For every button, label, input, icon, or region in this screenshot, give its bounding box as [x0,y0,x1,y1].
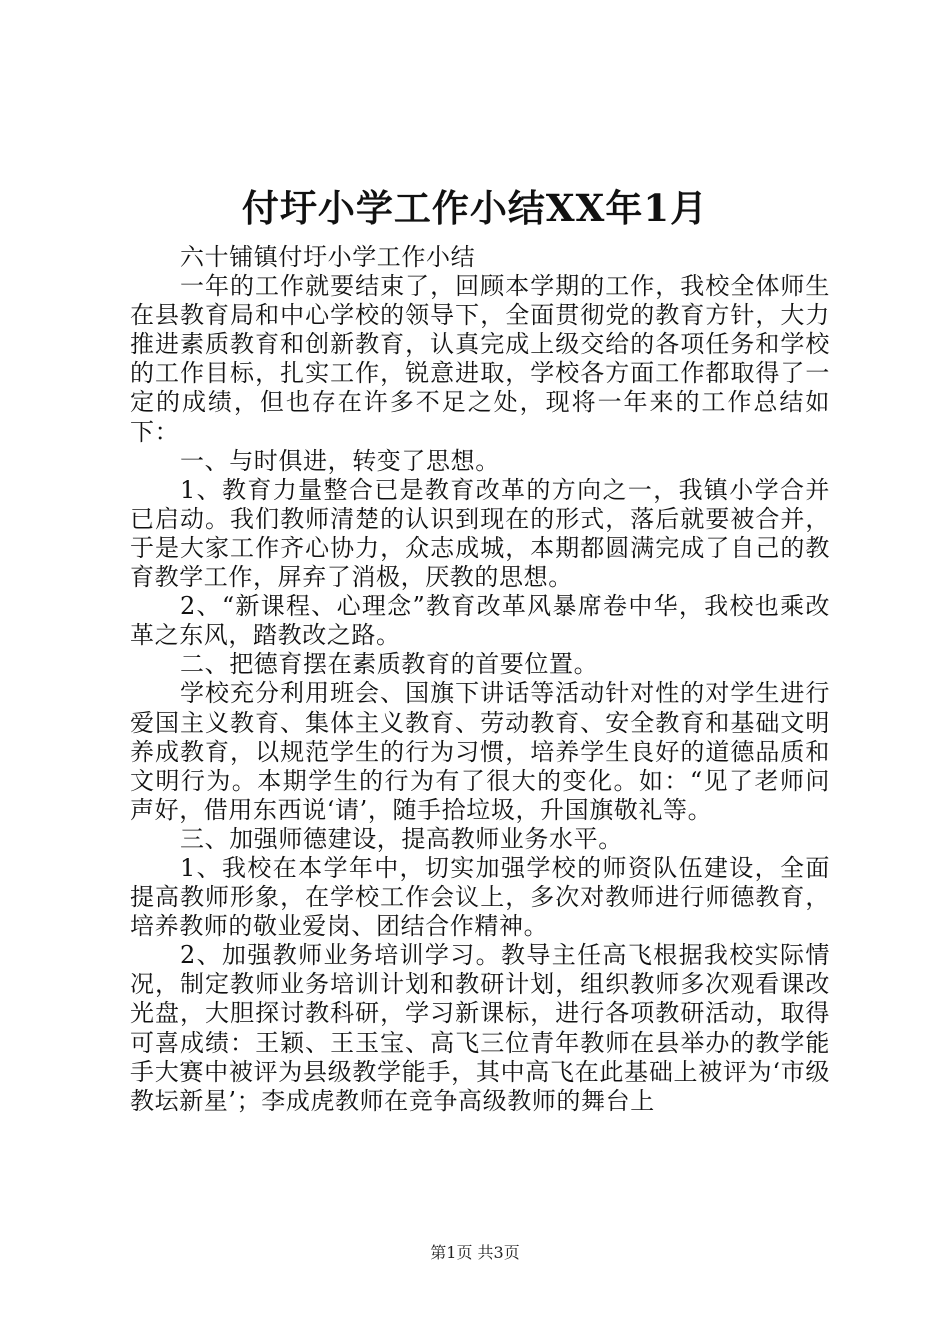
paragraph-2-1: 学校充分利用班会、国旗下讲话等活动针对性的对学生进行爱国主义教育、集体主义教育、劳动教育、安全教育和基础文明养成教育，以规范学生的行为习惯，培养学生良好的道德品质和文明行为。本期学生的行为有了很大的变化。如：“见了老师问声好，借用东西说‘请’，随手拾垃圾，升国旗敬礼等。 [130,679,830,824]
section-heading-3: 三、加强师德建设，提高教师业务水平。 [180,824,623,853]
paragraph-intro: 一年的工作就要结束了，回顾本学期的工作，我校全体师生在县教育局和中心学校的领导下，全面贯彻党的教育方针，大力推进素质教育和创新教育，认真完成上级交给的各项任务和学校的工作目标，扎实工作，锐意进取，学校各方面工作都取得了一定的成绩，但也存在许多不足之处，现将一年来的工作总结如下： [130,272,830,446]
page-footer: 第1页 共3页 [430,1243,520,1262]
paragraph-1-1: 1、教育力量整合已是教育改革的方向之一，我镇小学合并已启动。我们教师清楚的认识到现在的形式，落后就要被合并，于是大家工作齐心协力，众志成城，本期都圆满完成了自己的教育教学工作，屏弃了消极，厌教的思想。 [130,475,830,592]
paragraph-1-2: 2、“新课程、心理念”教育改革风暴席卷中华，我校也乘改革之东风，踏教改之路。 [130,592,830,650]
section-heading-1: 一、与时俱进，转变了思想。 [180,446,500,475]
section-heading-2: 二、把德育摆在素质教育的首要位置。 [180,650,599,679]
document-body [130,243,830,1116]
paragraph-3-2: 2、加强教师业务培训学习。教导主任高飞根据我校实际情况，制定教师业务培训计划和教研计划，组织教师多次观看课改光盘，大胆探讨教科研，学习新课标，进行各项教研活动，取得可喜成绩：王颖、王玉宝、高飞三位青年教师在县举办的教学能手大赛中被评为县级教学能手，其中高飞在此基础上被评为‘市级教坛新星’；李成虎教师在竞争高级教师的舞台上 [130,941,830,1115]
document-title: 付圩小学工作小结XX年1月 [241,186,709,230]
document-subtitle: 六十铺镇付圩小学工作小结 [180,243,476,271]
paragraph-3-1: 1、我校在本学年中，切实加强学校的师资队伍建设，全面提高教师形象，在学校工作会议上，多次对教师进行师德教育，培养教师的敬业爱岗、团结合作精神。 [130,853,830,941]
